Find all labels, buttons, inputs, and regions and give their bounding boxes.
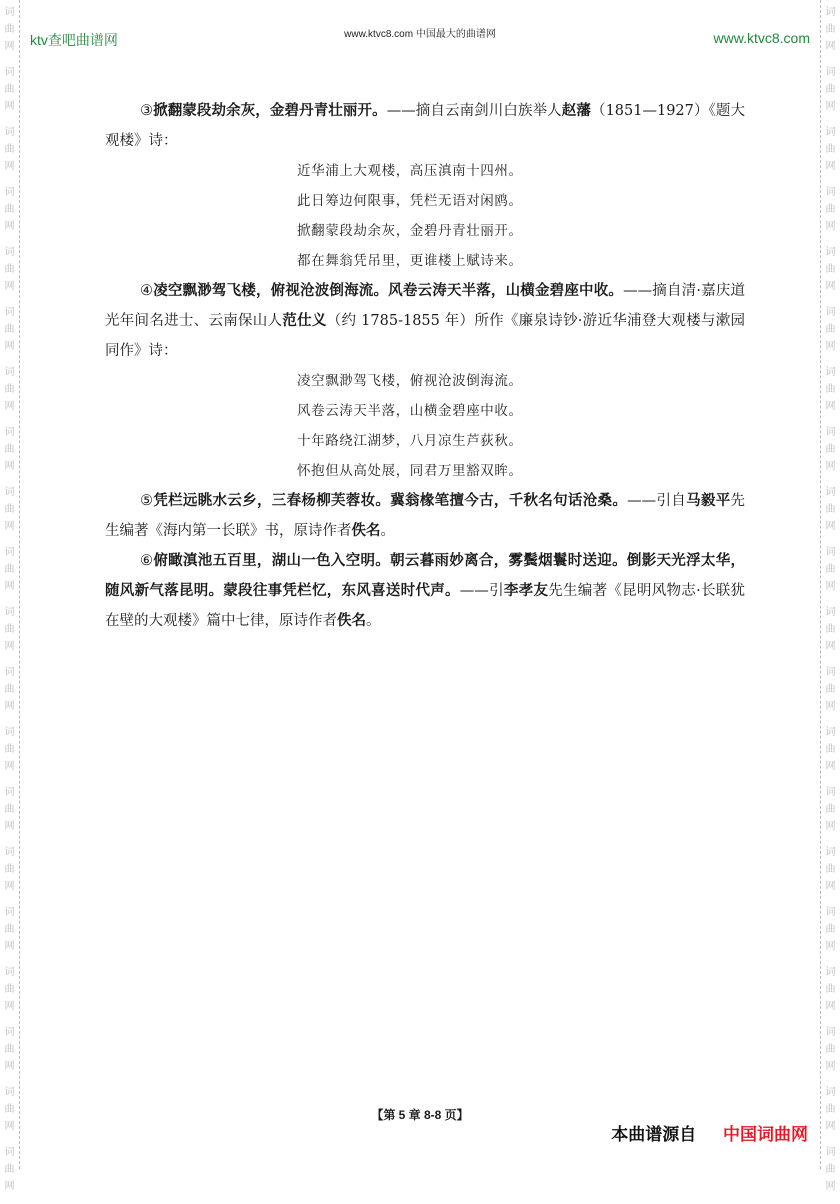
watermark-group bbox=[5, 244, 15, 304]
watermark-group bbox=[5, 364, 15, 424]
watermark-char: 曲 bbox=[825, 1104, 836, 1115]
header-site-name-link[interactable]: ktv查吧曲谱网 bbox=[30, 32, 118, 48]
watermark-char: 词 bbox=[825, 427, 836, 438]
watermark-char: 曲 bbox=[825, 684, 836, 695]
watermark-group bbox=[5, 304, 15, 364]
watermark-char: 网 bbox=[825, 821, 836, 832]
watermark-group bbox=[826, 244, 836, 304]
watermark-char: 网 bbox=[4, 281, 15, 292]
watermark-char: 曲 bbox=[4, 624, 15, 635]
source-label: 本曲谱源自 bbox=[611, 1125, 697, 1144]
watermark-char: 词 bbox=[825, 967, 836, 978]
watermark-char: 网 bbox=[4, 581, 15, 592]
watermark-group bbox=[826, 784, 836, 844]
watermark-char: 网 bbox=[4, 941, 15, 952]
watermark-char: 曲 bbox=[825, 144, 836, 155]
watermark-char: 词 bbox=[825, 1027, 836, 1038]
watermark-char: 网 bbox=[4, 461, 15, 472]
watermark-group bbox=[826, 424, 836, 484]
watermark-group bbox=[826, 664, 836, 724]
body-text: ——摘自清·嘉庆道光年间名进士、云南保山人 bbox=[105, 283, 746, 329]
watermark-char: 词 bbox=[4, 127, 15, 138]
watermark-char: 网 bbox=[825, 881, 836, 892]
body-text: （约 1785-1855 年）所作《廉泉诗钞·游近华浦登大观楼与漱园同作》诗： bbox=[105, 313, 745, 359]
watermark-char: 曲 bbox=[4, 204, 15, 215]
body-text: 。 bbox=[380, 523, 395, 539]
watermark-char: 网 bbox=[825, 161, 836, 172]
watermark-char: 网 bbox=[825, 461, 836, 472]
watermark-char: 词 bbox=[825, 67, 836, 78]
watermark-char: 词 bbox=[825, 667, 836, 678]
watermark-char: 网 bbox=[825, 941, 836, 952]
watermark-char: 曲 bbox=[825, 264, 836, 275]
watermark-char: 网 bbox=[825, 1121, 836, 1132]
watermark-char: 词 bbox=[4, 247, 15, 258]
watermark-group bbox=[5, 784, 15, 844]
watermark-group bbox=[826, 724, 836, 784]
watermark-char: 网 bbox=[4, 701, 15, 712]
poem-line: 近华浦上大观楼，高压滇南十四州。 bbox=[297, 163, 523, 179]
emphasis-text: 佚名 bbox=[351, 522, 381, 539]
watermark-char: 词 bbox=[825, 307, 836, 318]
watermark-char: 网 bbox=[4, 761, 15, 772]
body-text: ——引 bbox=[459, 583, 504, 599]
watermark-group bbox=[826, 904, 836, 964]
body-text: 先生编著《海内第一长联》书，原诗作者 bbox=[105, 493, 746, 539]
watermark-group bbox=[826, 364, 836, 424]
watermark-char: 曲 bbox=[825, 444, 836, 455]
watermark-char: 网 bbox=[825, 41, 836, 52]
watermark-char: 网 bbox=[825, 341, 836, 352]
watermark-group bbox=[826, 964, 836, 1024]
watermark-char: 曲 bbox=[4, 804, 15, 815]
watermark-group bbox=[826, 184, 836, 244]
watermark-char: 网 bbox=[825, 1061, 836, 1072]
poem-line: 风卷云涛天半落，山横金碧座中收。 bbox=[297, 403, 523, 419]
watermark-group bbox=[5, 484, 15, 544]
watermark-group bbox=[5, 844, 15, 904]
watermark-char: 网 bbox=[4, 1121, 15, 1132]
watermark-char: 网 bbox=[4, 821, 15, 832]
poem-line: 掀翻蒙段劫余灰，金碧丹青壮丽开。 bbox=[297, 223, 523, 239]
watermark-char: 曲 bbox=[825, 384, 836, 395]
watermark-char: 曲 bbox=[825, 1164, 836, 1175]
right-watermark-strip bbox=[820, 0, 840, 1192]
poem-line: 此日筹边何限事，凭栏无语对闲鸥。 bbox=[297, 193, 523, 209]
watermark-char: 曲 bbox=[4, 924, 15, 935]
watermark-group bbox=[5, 544, 15, 604]
watermark-char: 词 bbox=[4, 907, 15, 918]
watermark-group bbox=[5, 664, 15, 724]
body-text: ④ bbox=[140, 283, 154, 299]
watermark-group bbox=[826, 1144, 836, 1204]
emphasis-text: 俯瞰滇池五百里，湖山一色入空明。朝云暮雨妙离合，雾鬓烟鬟时送迎。倒影天光浮太华，随风新气落昆明。蒙段往事凭栏忆，东风喜送时代声。 bbox=[105, 552, 746, 599]
watermark-group bbox=[5, 1024, 15, 1084]
watermark-group bbox=[5, 604, 15, 664]
watermark-char: 词 bbox=[4, 787, 15, 798]
watermark-char: 词 bbox=[825, 847, 836, 858]
section-paragraph bbox=[105, 276, 745, 366]
watermark-char: 曲 bbox=[4, 864, 15, 875]
watermark-char: 曲 bbox=[4, 504, 15, 515]
watermark-char: 曲 bbox=[825, 84, 836, 95]
watermark-char: 词 bbox=[4, 7, 15, 18]
watermark-group bbox=[5, 964, 15, 1024]
watermark-char: 曲 bbox=[4, 324, 15, 335]
body-text: 。 bbox=[366, 613, 381, 629]
emphasis-text: 赵藩 bbox=[561, 102, 591, 119]
watermark-char: 词 bbox=[4, 367, 15, 378]
emphasis-text: 佚名 bbox=[337, 612, 366, 629]
watermark-char: 曲 bbox=[825, 924, 836, 935]
watermark-char: 曲 bbox=[4, 144, 15, 155]
watermark-char: 曲 bbox=[825, 504, 836, 515]
watermark-char: 词 bbox=[825, 367, 836, 378]
watermark-char: 曲 bbox=[825, 564, 836, 575]
watermark-char: 网 bbox=[825, 521, 836, 532]
watermark-char: 词 bbox=[825, 907, 836, 918]
emphasis-text: 凭栏远眺水云乡，三春杨柳芙蓉妆。冀翁椽笔擅今古，千秋名句话沧桑。 bbox=[153, 492, 628, 509]
source-site-link[interactable]: 中国词曲网 bbox=[723, 1125, 808, 1144]
watermark-char: 词 bbox=[825, 187, 836, 198]
watermark-char: 曲 bbox=[825, 744, 836, 755]
header-tagline: www.ktvc8.com 中国最大的曲谱网 bbox=[344, 29, 496, 40]
watermark-char: 曲 bbox=[4, 684, 15, 695]
watermark-char: 网 bbox=[825, 1181, 836, 1192]
watermark-char: 词 bbox=[825, 1147, 836, 1158]
watermark-char: 曲 bbox=[4, 1164, 15, 1175]
watermark-group bbox=[826, 604, 836, 664]
watermark-group bbox=[5, 184, 15, 244]
poem-line: 凌空飘渺驾飞楼，俯视沧波倒海流。 bbox=[297, 373, 523, 389]
body-text: ③ bbox=[140, 103, 154, 119]
body-text: 先生编著《昆明风物志·长联犹在壁的大观楼》篇中七律，原诗作者 bbox=[105, 583, 746, 629]
watermark-char: 词 bbox=[4, 67, 15, 78]
watermark-char: 词 bbox=[825, 487, 836, 498]
section-paragraph bbox=[105, 96, 745, 156]
section-paragraph bbox=[105, 486, 745, 546]
watermark-group bbox=[5, 64, 15, 124]
watermark-char: 词 bbox=[4, 1027, 15, 1038]
watermark-char: 词 bbox=[4, 727, 15, 738]
watermark-char: 词 bbox=[825, 127, 836, 138]
watermark-group bbox=[826, 64, 836, 124]
watermark-char: 网 bbox=[4, 401, 15, 412]
body-text: ——引自 bbox=[627, 493, 687, 509]
emphasis-text: 李孝友 bbox=[503, 582, 549, 599]
watermark-group bbox=[826, 124, 836, 184]
watermark-char: 网 bbox=[825, 641, 836, 652]
poem-block bbox=[105, 156, 745, 276]
watermark-char: 网 bbox=[825, 221, 836, 232]
watermark-char: 词 bbox=[4, 307, 15, 318]
watermark-group bbox=[5, 904, 15, 964]
watermark-char: 网 bbox=[4, 161, 15, 172]
body-text: ——摘自云南剑川白族举人 bbox=[386, 103, 562, 119]
watermark-char: 曲 bbox=[825, 984, 836, 995]
watermark-char: 曲 bbox=[4, 84, 15, 95]
watermark-char: 网 bbox=[4, 341, 15, 352]
watermark-char: 曲 bbox=[4, 24, 15, 35]
watermark-char: 词 bbox=[4, 967, 15, 978]
watermark-char: 曲 bbox=[4, 264, 15, 275]
watermark-char: 曲 bbox=[825, 804, 836, 815]
watermark-char: 曲 bbox=[4, 1104, 15, 1115]
body-text: ⑥ bbox=[140, 553, 154, 569]
section-paragraph bbox=[105, 546, 745, 636]
watermark-char: 词 bbox=[4, 1087, 15, 1098]
watermark-char: 词 bbox=[4, 427, 15, 438]
watermark-char: 词 bbox=[825, 787, 836, 798]
watermark-char: 曲 bbox=[825, 1044, 836, 1055]
watermark-char: 词 bbox=[825, 727, 836, 738]
watermark-char: 曲 bbox=[825, 204, 836, 215]
poem-line: 都在舞翁凭吊里，更谁楼上赋诗来。 bbox=[297, 253, 523, 269]
watermark-char: 曲 bbox=[825, 324, 836, 335]
poem-line: 十年路绕江湖梦，八月凉生芦荻秋。 bbox=[297, 433, 523, 449]
watermark-char: 词 bbox=[825, 607, 836, 618]
watermark-group bbox=[826, 304, 836, 364]
watermark-char: 网 bbox=[825, 101, 836, 112]
header-url-link[interactable]: www.ktvc8.com bbox=[713, 30, 810, 46]
watermark-char: 曲 bbox=[4, 984, 15, 995]
emphasis-text: 掀翻蒙段劫余灰，金碧丹青壮丽开。 bbox=[153, 102, 387, 119]
body-text: （1851—1927）《题大观楼》诗： bbox=[105, 103, 746, 149]
watermark-char: 曲 bbox=[4, 744, 15, 755]
watermark-char: 网 bbox=[4, 641, 15, 652]
watermark-group bbox=[826, 844, 836, 904]
watermark-char: 网 bbox=[4, 1001, 15, 1012]
source-credit bbox=[611, 1120, 808, 1145]
watermark-group bbox=[826, 544, 836, 604]
watermark-group bbox=[5, 124, 15, 184]
watermark-char: 网 bbox=[825, 761, 836, 772]
watermark-char: 网 bbox=[825, 581, 836, 592]
watermark-char: 网 bbox=[4, 1061, 15, 1072]
watermark-char: 网 bbox=[825, 281, 836, 292]
watermark-char: 网 bbox=[825, 701, 836, 712]
watermark-char: 网 bbox=[4, 521, 15, 532]
watermark-char: 词 bbox=[4, 607, 15, 618]
watermark-char: 网 bbox=[4, 221, 15, 232]
watermark-char: 曲 bbox=[4, 444, 15, 455]
watermark-group bbox=[5, 424, 15, 484]
watermark-group bbox=[826, 1024, 836, 1084]
emphasis-text: 马毅平 bbox=[686, 492, 731, 509]
watermark-char: 词 bbox=[825, 7, 836, 18]
watermark-char: 网 bbox=[825, 401, 836, 412]
watermark-char: 曲 bbox=[4, 564, 15, 575]
watermark-char: 网 bbox=[4, 881, 15, 892]
watermark-char: 网 bbox=[825, 1001, 836, 1012]
watermark-char: 网 bbox=[4, 101, 15, 112]
watermark-char: 词 bbox=[825, 247, 836, 258]
watermark-char: 词 bbox=[4, 547, 15, 558]
poem-line: 怀抱但从高处展，同君万里豁双眸。 bbox=[297, 463, 523, 479]
watermark-group bbox=[826, 484, 836, 544]
watermark-char: 曲 bbox=[4, 1044, 15, 1055]
watermark-char: 曲 bbox=[825, 864, 836, 875]
watermark-char: 网 bbox=[4, 41, 15, 52]
emphasis-text: 范仕义 bbox=[282, 312, 327, 329]
watermark-char: 词 bbox=[4, 487, 15, 498]
watermark-char: 词 bbox=[4, 667, 15, 678]
watermark-char: 词 bbox=[4, 187, 15, 198]
emphasis-text: 凌空飘渺驾飞楼，俯视沧波倒海流。风卷云涛天半落，山横金碧座中收。 bbox=[153, 282, 624, 299]
watermark-group bbox=[5, 1144, 15, 1204]
body-text: ⑤ bbox=[140, 493, 154, 509]
watermark-char: 网 bbox=[4, 1181, 15, 1192]
watermark-char: 曲 bbox=[825, 624, 836, 635]
page-indicator: 【第 5 章 8-8 页】 bbox=[371, 1108, 469, 1122]
watermark-char: 词 bbox=[825, 1087, 836, 1098]
watermark-char: 曲 bbox=[825, 24, 836, 35]
watermark-char: 词 bbox=[825, 547, 836, 558]
watermark-char: 曲 bbox=[4, 384, 15, 395]
watermark-char: 词 bbox=[4, 1147, 15, 1158]
watermark-group bbox=[5, 724, 15, 784]
document-body bbox=[105, 96, 745, 636]
watermark-char: 词 bbox=[4, 847, 15, 858]
poem-block bbox=[105, 366, 745, 486]
left-watermark-strip bbox=[0, 0, 20, 1192]
